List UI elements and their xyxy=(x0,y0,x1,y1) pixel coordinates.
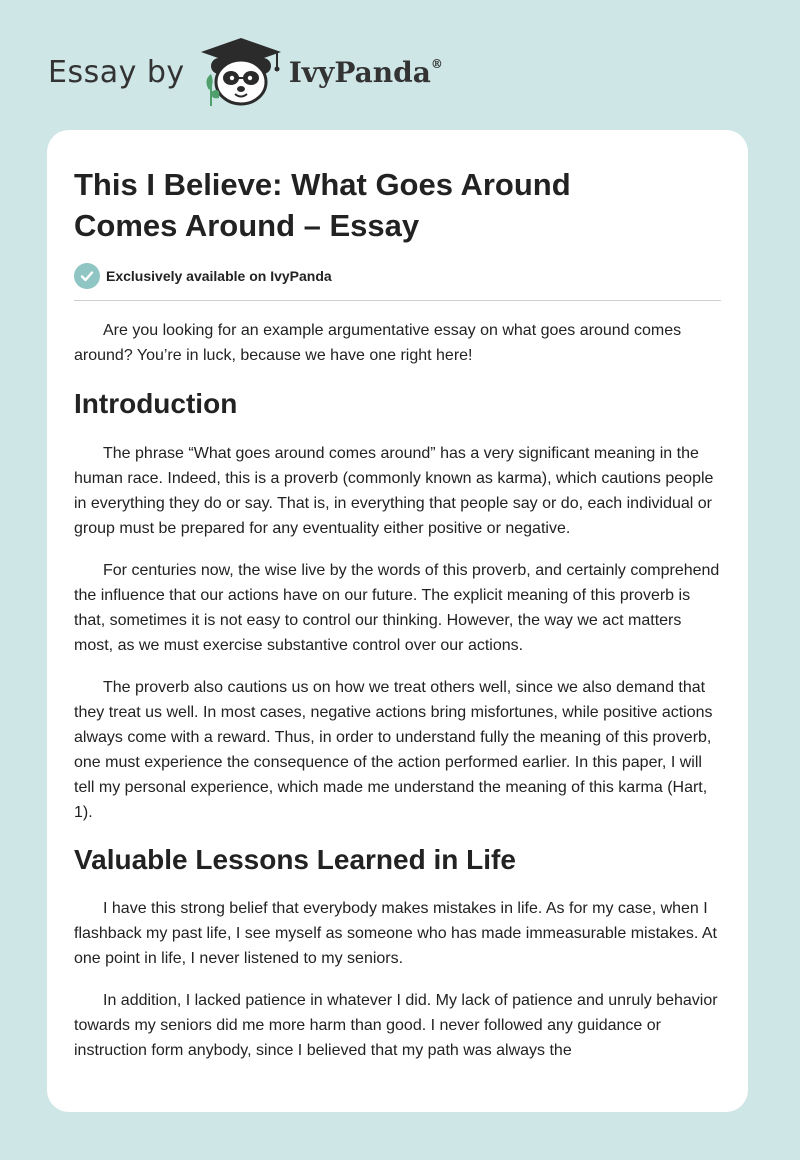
page-title: This I Believe: What Goes Around Comes Around – Essay xyxy=(74,167,571,243)
brand-name: IvyPanda® xyxy=(288,55,443,89)
paragraph: I have this strong belief that everybody makes mistakes in life. As for my case, when I flashback my past life, I see myself as someone who has made immeasurable mistakes. At one point in life, I never listened to my seniors. xyxy=(74,900,717,967)
lead-paragraph: Are you looking for an example argumentative essay on what goes around comes around? You’re in luck, because we have one right here! xyxy=(74,322,682,364)
paragraph: For centuries now, the wise live by the words of this proverb, and certainly comprehend the influence that our actions have on our future. The explicit meaning of this proverb is that, sometimes it is not easy to control our thinking. However, the way we act matters most, as we must exercise substantive control over our actions. xyxy=(74,562,720,654)
paragraph: The proverb also cautions us on how we treat others well, since we also demand that they treat us well. In most cases, negative actions bring misfortunes, while positive actions always come with a reward. Thus, in order to understand fully the meaning of this proverb, one must experience the consequence of the action performed earlier. In this paper, I will tell my personal experience, which made me understand the meaning of this karma (Hart, 1). xyxy=(74,679,713,821)
essay-by-label: Essay by xyxy=(48,54,185,90)
exclusive-badge xyxy=(74,262,721,290)
site-header xyxy=(48,36,443,108)
registered-mark: ® xyxy=(430,56,443,71)
paragraph: In addition, I lacked patience in whatever I did. My lack of patience and unruly behavior towards my seniors did me more harm than good. I never followed any guidance or instruction form anybody, since I believed that my path was always the xyxy=(74,992,718,1059)
section-heading-valuable-lessons: Valuable Lessons Learned in Life xyxy=(74,844,516,875)
essay-card xyxy=(47,130,748,1112)
panda-graduate-icon xyxy=(199,36,283,108)
section-heading-introduction: Introduction xyxy=(74,388,238,419)
check-icon xyxy=(74,263,100,289)
exclusive-label: Exclusively available on IvyPanda xyxy=(106,268,332,284)
divider xyxy=(74,300,721,301)
paragraph: The phrase “What goes around comes around” has a very significant meaning in the human race. Indeed, this is a proverb (commonly known as karma), which cautions people in everything they do or say. That is, in everything that people say or do, each individual or group must be prepared for any eventuality either positive or negative. xyxy=(74,445,714,537)
